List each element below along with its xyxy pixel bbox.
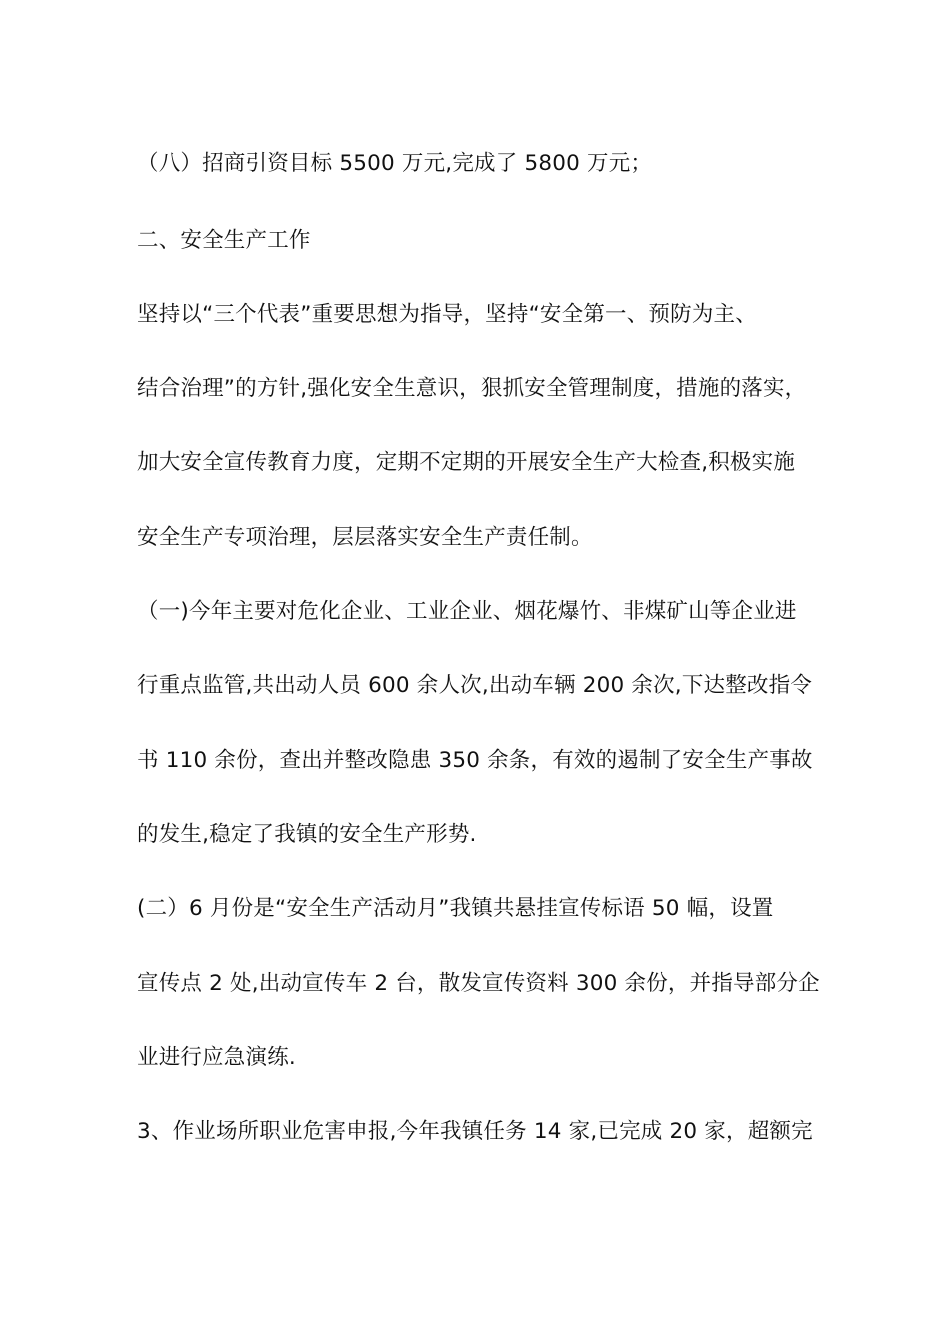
text-line: 行重点监管,共出动人员 600 余人次,出动车辆 200 余次,下达整改指令 [137, 673, 813, 698]
text-line: 宣传点 2 处,出动宣传车 2 台，散发宣传资料 300 余份，并指导部分企 [137, 971, 820, 996]
text-line: 安全生产专项治理，层层落实安全生产责任制。 [137, 525, 593, 550]
text-line: 加大安全宣传教育力度，定期不定期的开展安全生产大检查,积极实施 [137, 450, 796, 475]
text-line: (二）6 月份是“安全生产活动月”我镇共悬挂宣传标语 50 幅，设置 [137, 896, 774, 921]
text-line: 3、作业场所职业危害申报,今年我镇任务 14 家,已完成 20 家，超额完 [137, 1119, 813, 1144]
text-line: （一)今年主要对危化企业、工业企业、烟花爆竹、非煤矿山等企业进 [137, 599, 797, 624]
text-line: 结合治理”的方针,强化安全生意识，狠抓安全管理制度，措施的落实， [137, 376, 807, 401]
section-heading: 二、安全生产工作 [137, 228, 311, 253]
text-line: 业进行应急演练. [137, 1045, 296, 1070]
text-line: 书 110 余份，查出并整改隐患 350 余条，有效的遏制了安全生产事故 [137, 748, 813, 773]
text-line: 坚持以“三个代表”重要思想为指导，坚持“安全第一、预防为主、 [137, 302, 757, 327]
text-line: 的发生,稳定了我镇的安全生产形势. [137, 822, 477, 847]
text-line: （八）招商引资目标 5500 万元,完成了 5800 万元； [137, 151, 653, 176]
